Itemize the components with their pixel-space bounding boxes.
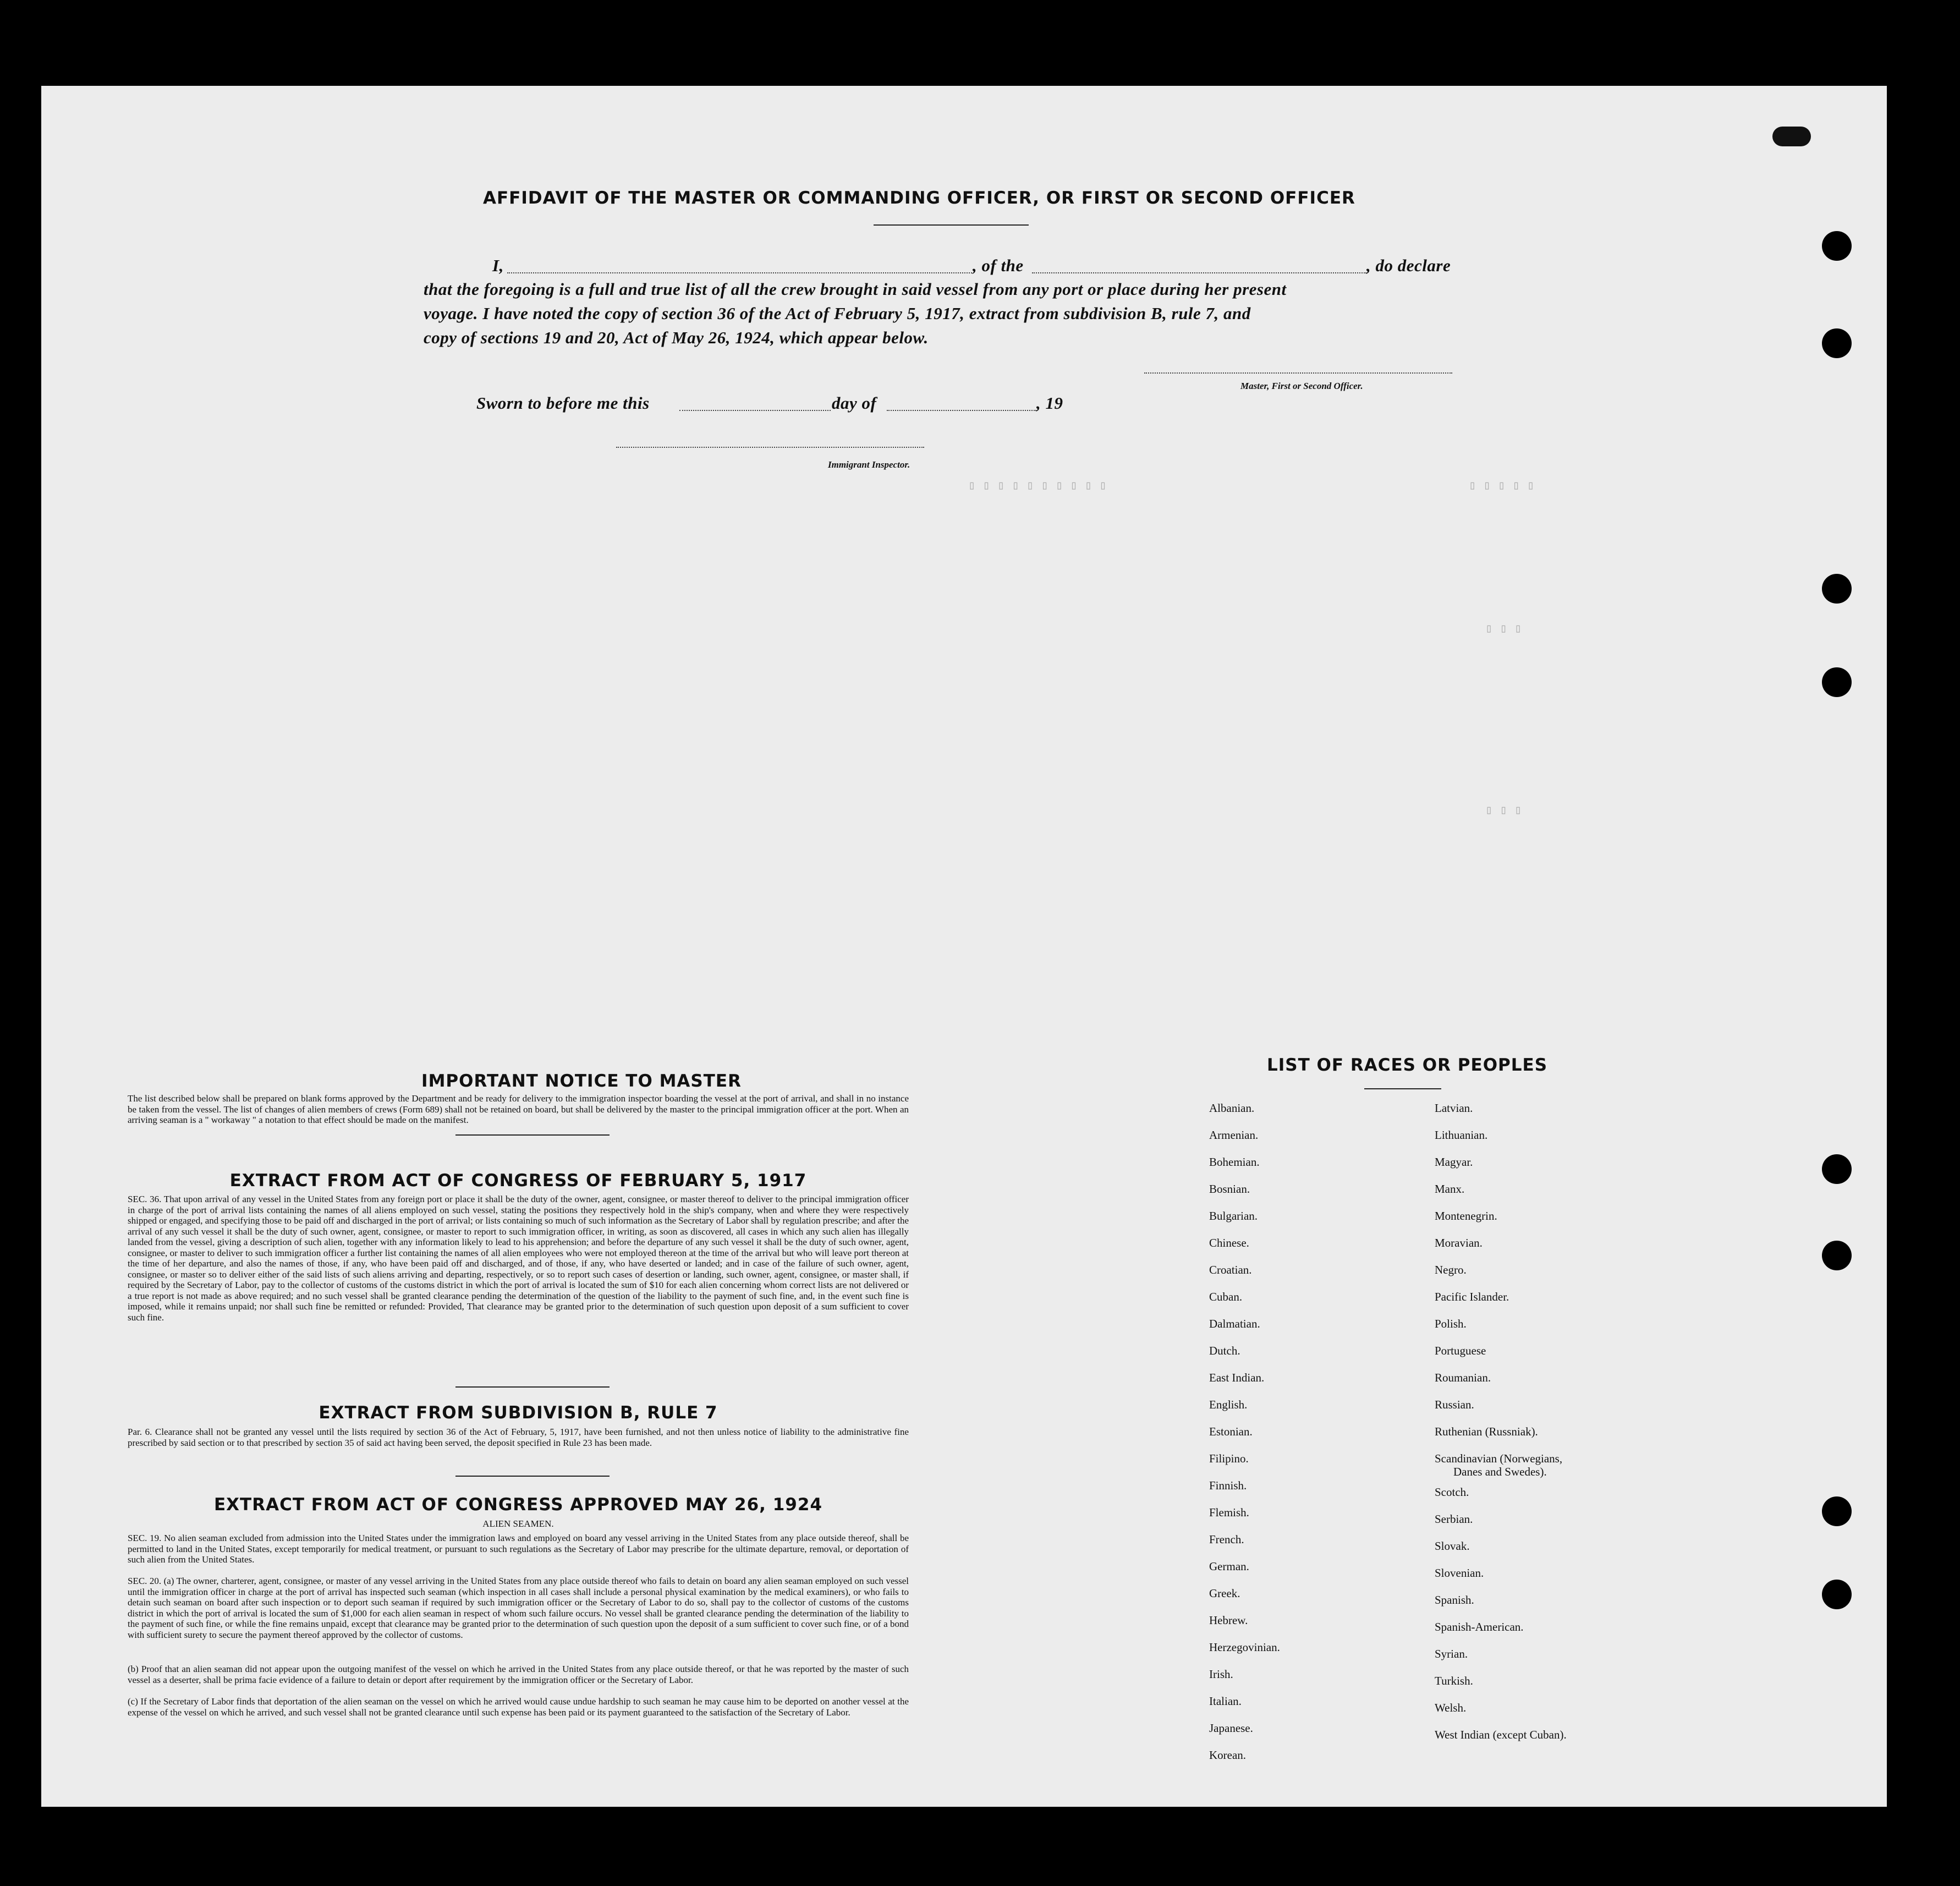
bleed-through: ▯ ▯ ▯ ▯ ▯	[1469, 479, 1535, 492]
race-item: Negro.	[1435, 1263, 1467, 1276]
punch-hole	[1822, 1154, 1852, 1184]
race-item: Manx.	[1435, 1182, 1465, 1196]
extract-1924-sec20b: (b) Proof that an alien seaman did not appear upon the outgoing manifest of the vessel on which he arrived in the United States from any place outside thereof, or that he was reported by the master of such vessel as a deserter, shall be prima facie evidence of a failure to detain or deport after requirement by the immigration officer or the Secretary of Labor.	[128, 1664, 909, 1685]
race-item: Roumanian.	[1435, 1371, 1491, 1384]
sworn-day-field[interactable]	[679, 410, 831, 411]
race-item: English.	[1209, 1398, 1248, 1411]
race-item: Lithuanian.	[1435, 1128, 1488, 1142]
race-item: Estonian.	[1209, 1425, 1253, 1438]
race-item: Greek.	[1209, 1587, 1240, 1600]
race-item: East Indian.	[1209, 1371, 1265, 1384]
divider	[455, 1476, 610, 1477]
punch-hole	[1822, 1580, 1852, 1609]
race-item: Dalmatian.	[1209, 1317, 1260, 1330]
punch-hole	[1822, 328, 1852, 358]
race-item: Slovak.	[1435, 1539, 1470, 1553]
races-heading: LIST OF RACES OR PEOPLES	[1267, 1055, 1548, 1075]
extract-1917-heading: EXTRACT FROM ACT OF CONGRESS OF FEBRUARY 5, 1917	[229, 1171, 807, 1191]
race-item: Scotch.	[1435, 1485, 1469, 1499]
punch-hole	[1822, 667, 1852, 697]
affidavit-title: AFFIDAVIT OF THE MASTER OR COMMANDING OFFICER, OR FIRST OR SECOND OFFICER	[483, 188, 1355, 208]
punch-hole	[1822, 574, 1852, 604]
extract-1924-heading: EXTRACT FROM ACT OF CONGRESS APPROVED MAY 26, 1924	[213, 1495, 823, 1515]
sworn-day-of-label: day of	[832, 393, 877, 413]
race-item: Chinese.	[1209, 1236, 1249, 1249]
sworn-month-field[interactable]	[887, 410, 1036, 411]
race-item: Slovenian.	[1435, 1566, 1484, 1580]
extract-1924-subheading: ALIEN SEAMEN.	[482, 1518, 554, 1529]
race-item: Dutch.	[1209, 1344, 1240, 1357]
name-field[interactable]	[507, 272, 972, 273]
affidavit-line: copy of sections 19 and 20, Act of May 26, 1924, which appear below.	[424, 328, 929, 347]
bleed-through: ▯ ▯ ▯	[1485, 622, 1522, 635]
race-item: Spanish.	[1435, 1593, 1474, 1607]
race-item: Polish.	[1435, 1317, 1467, 1330]
divider	[455, 1134, 610, 1136]
affidavit-i-label: I,	[492, 256, 504, 275]
divider	[874, 224, 1029, 226]
race-item: Russian.	[1435, 1398, 1474, 1411]
race-item: Latvian.	[1435, 1101, 1473, 1115]
race-item: Irish.	[1209, 1668, 1233, 1681]
inspector-signature-label: Immigrant Inspector.	[828, 459, 910, 470]
race-item: Korean.	[1209, 1748, 1247, 1762]
race-item: Flemish.	[1209, 1506, 1249, 1519]
race-item: Bulgarian.	[1209, 1209, 1258, 1222]
race-item: Bosnian.	[1209, 1182, 1250, 1196]
race-item: French.	[1209, 1533, 1244, 1546]
extract-1924-sec20a: SEC. 20. (a) The owner, charterer, agent, consignee, or master of any vessel arriving in the United States from any place outside thereof who fails to detain on board any alien seaman employed on such vessel until the immigration officer in charge at the port of arrival has inspected such seaman (which inspection in all cases shall include a personal physical examination by the medical examiners), or who fails to detain such seaman on board after such inspection or to deport such seaman if required by such immigration officer or the Secretary of Labor to do so, shall pay to the collector of customs of the customs district in which the port of arrival is located the sum of $1,000 for each alien seaman in respect of whom such failure occurs. No vessel shall be granted clearance pending the determination of the liability to the payment of such fine, or while the fine remains unpaid, except that clearance may be granted prior to the determination of such question upon the deposit of a sum sufficient to cover such fine, or of a bond with sufficient surety to secure the payment thereof approved by the collector of customs.	[128, 1576, 909, 1640]
race-item: Danes and Swedes).	[1453, 1465, 1547, 1478]
extract-1924-sec19: SEC. 19. No alien seaman excluded from admission into the United States under the immigration laws and employed on board any vessel arriving in the United States from any place outside thereof, shall be permitted to land in the United States, except temporarily for medical treatment, or pursuant to such regulations as the Secretary of Labor may prescribe for the ultimate departure, removal, or deportation of such alien from the United States.	[128, 1533, 909, 1565]
master-signature-label: Master, First or Second Officer.	[1240, 381, 1363, 391]
race-item: Welsh.	[1435, 1701, 1467, 1714]
sworn-year-label: , 19	[1036, 393, 1063, 413]
race-item: Portuguese	[1435, 1344, 1486, 1357]
punch-hole	[1822, 231, 1852, 261]
extract-1924-sec20c: (c) If the Secretary of Labor finds that deportation of the alien seaman on the vessel on which he arrived would cause undue hardship to such seaman he may cause him to be deported on another vessel at the expense of the vessel on which he arrived, and such vessel shall not be granted clearance until such expense has been paid or its payment guaranteed to the satisfaction of the Secretary of Labor.	[128, 1696, 909, 1718]
race-item: West Indian (except Cuban).	[1435, 1728, 1567, 1741]
affidavit-line: that the foregoing is a full and true list of all the crew brought in said vessel from any port or place during her present	[424, 279, 1287, 299]
race-item: Albanian.	[1209, 1101, 1255, 1115]
affidavit-declare-label: , do declare	[1366, 256, 1451, 275]
race-item: Montenegrin.	[1435, 1209, 1497, 1222]
bleed-through: ▯ ▯ ▯ ▯ ▯ ▯ ▯ ▯ ▯ ▯	[968, 479, 1107, 492]
race-item: Filipino.	[1209, 1452, 1249, 1465]
race-item: Herzegovinian.	[1209, 1641, 1280, 1654]
race-item: Ruthenian (Russniak).	[1435, 1425, 1538, 1438]
rule7-heading: EXTRACT FROM SUBDIVISION B, RULE 7	[319, 1403, 718, 1423]
affidavit-of-the-label: , of the	[973, 256, 1024, 275]
corner-mark	[1772, 127, 1811, 146]
race-item: German.	[1209, 1560, 1249, 1573]
race-item: Serbian.	[1435, 1512, 1473, 1526]
master-signature-field[interactable]	[1144, 372, 1452, 374]
punch-hole	[1822, 1241, 1852, 1270]
race-item: Pacific Islander.	[1435, 1290, 1509, 1303]
race-item: Syrian.	[1435, 1647, 1468, 1660]
divider	[1364, 1088, 1441, 1089]
punch-hole	[1822, 1496, 1852, 1526]
vessel-field[interactable]	[1032, 272, 1366, 273]
affidavit-line: voyage. I have noted the copy of section 36 of the Act of February 5, 1917, extract from subdivision B, rule 7, and	[424, 304, 1251, 323]
extract-1917-text: SEC. 36. That upon arrival of any vessel in the United States from any foreign port or place it shall be the duty of the owner, agent, consignee, or master thereof to deliver to the principal immigration officer in charge of the port of arrival lists containing the names of all aliens employed on such vessel, stating the positions they respectively hold in the ship's company, when and where they were respectively shipped or engaged, and specifying those to be paid off and discharged in the port of arrival; or lists containing so much of such information as the Secretary of Labor shall by regulation prescribe; and after the arrival of any such vessel it shall be the duty of such owner, agent, consignee, or master to report to such immigration officer, in writing, as soon as discovered, all cases in which any such alien has illegally landed from the vessel, giving a description of such alien, together with any information likely to lead to his apprehension; and before the departure of any such vessel it shall be the duty of such owner, agent, consignee, or master to deliver to such immigration officer a further list containing the names of all alien employees who were not employed thereon at the time of the arrival but who will leave port thereon at the time of her departure, and also the names of those, if any, who have been paid off and discharged, and of those, if any, who have deserted or landed; and in case of the failure of such owner, agent, consignee, or master so to deliver either of the said lists of such aliens arriving and departing, respectively, or so to report such cases of desertion or landing, such owner, agent, consignee, or master shall, if required by the Secretary of Labor, pay to the collector of customs of the customs district in which the port of arrival is located the sum of $10 for each alien concerning whom correct lists are not delivered or a true report is not made as above required; and no such vessel shall be granted clearance pending the determination of the question of the liability to the payment of such fine, and, in the event such fine is imposed, while it remains unpaid; nor shall such fine be remitted or refunded: Provided, That clearance may be granted prior to the determination of such question upon deposit of a sum sufficient to cover such fine.	[128, 1194, 909, 1323]
notice-heading: IMPORTANT NOTICE TO MASTER	[421, 1071, 742, 1091]
divider	[455, 1386, 610, 1388]
notice-text: The list described below shall be prepared on blank forms approved by the Department and be ready for delivery to the immigration inspector boarding the vessel at the port of arrival, and shall in no instance be taken from the vessel. The list of changes of alien members of crews (Form 689) shall not be retained on board, but shall be delivered by the master to the principal immigration officer at the port. When an arriving seaman is a " workaway " a notation to that effect should be made on the manifest.	[128, 1093, 909, 1125]
inspector-signature-field[interactable]	[616, 447, 924, 448]
race-item: Hebrew.	[1209, 1614, 1248, 1627]
race-item: Armenian.	[1209, 1128, 1259, 1142]
race-item: Magyar.	[1435, 1155, 1473, 1169]
race-item: Cuban.	[1209, 1290, 1243, 1303]
bleed-through: ▯ ▯ ▯	[1485, 803, 1522, 817]
race-item: Italian.	[1209, 1695, 1242, 1708]
race-item: Spanish-American.	[1435, 1620, 1524, 1633]
sworn-label: Sworn to before me this	[476, 393, 650, 413]
race-item: Croatian.	[1209, 1263, 1252, 1276]
race-item: Bohemian.	[1209, 1155, 1260, 1169]
race-item: Finnish.	[1209, 1479, 1247, 1492]
race-item: Turkish.	[1435, 1674, 1473, 1687]
race-item: Moravian.	[1435, 1236, 1483, 1249]
race-item: Scandinavian (Norwegians,	[1435, 1452, 1563, 1465]
rule7-text: Par. 6. Clearance shall not be granted any vessel until the lists required by section 36 of the Act of February, 5, 1917, have been furnished, and not then unless notice of liability to the administrative fine prescribed by said section or to that prescribed by section 35 of said act having been served, the deposit specified in Rule 23 has been made.	[128, 1427, 909, 1448]
race-item: Japanese.	[1209, 1721, 1253, 1735]
